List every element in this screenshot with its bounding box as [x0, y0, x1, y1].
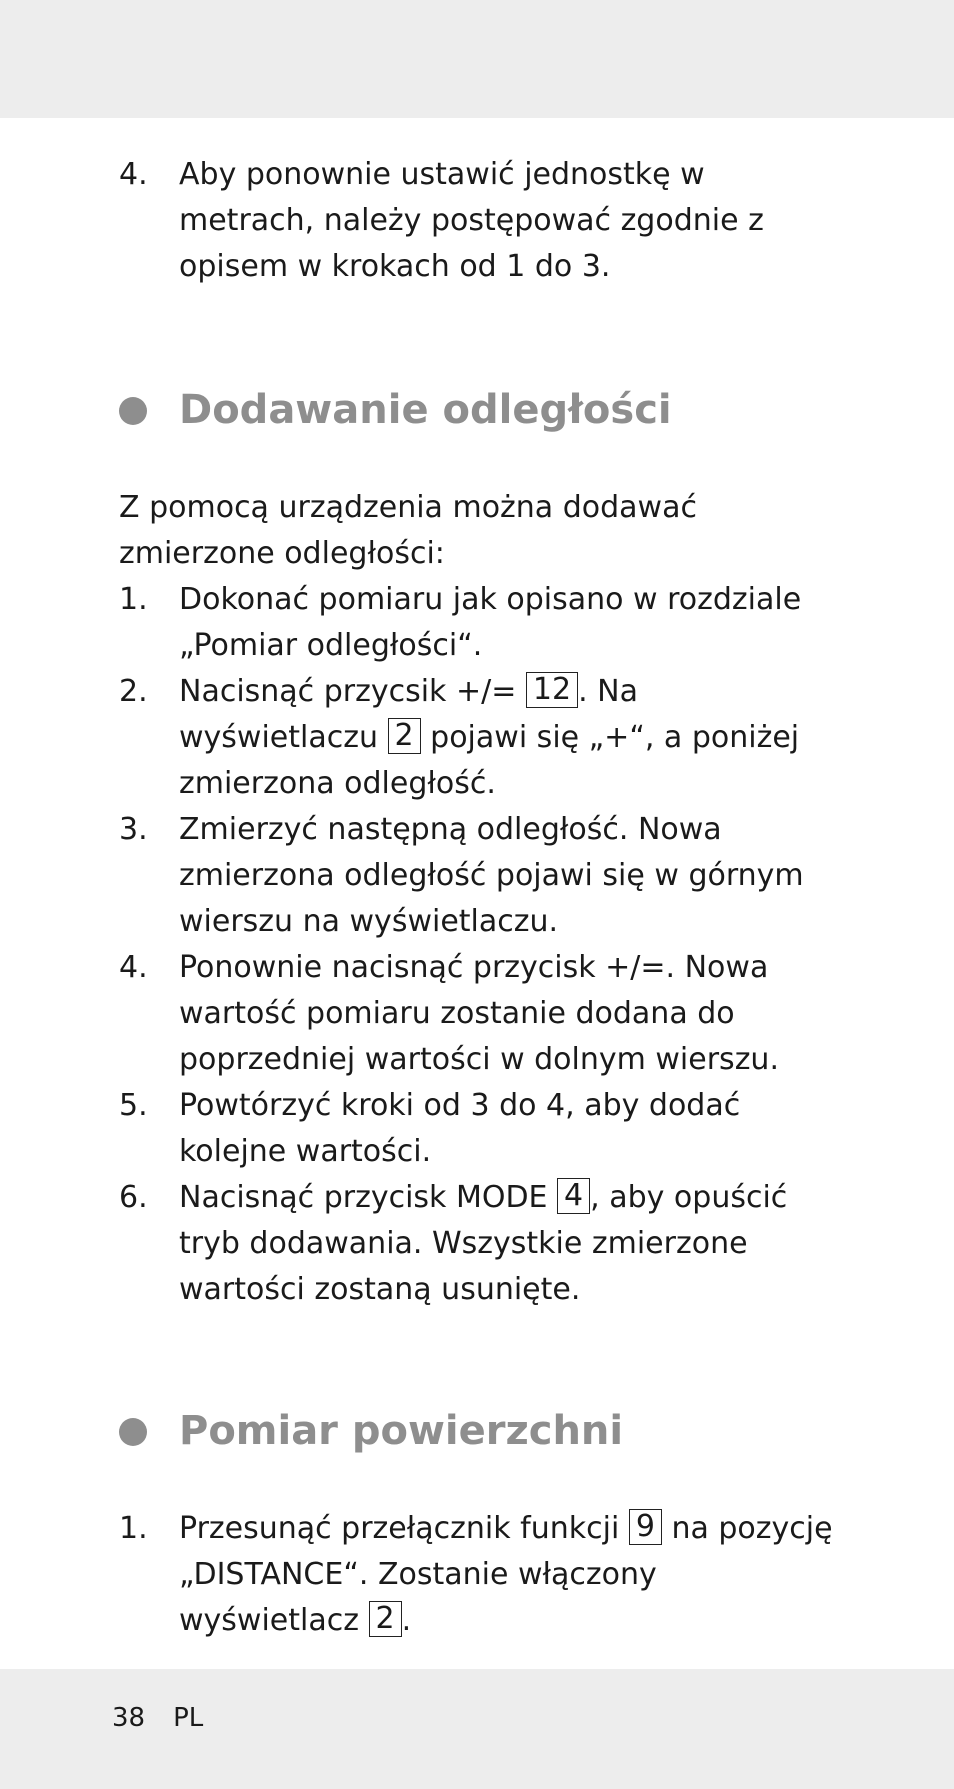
list-item: [119, 1506, 844, 1644]
section-heading-pomiar: [119, 1401, 844, 1461]
step-text-part: pojawi się „+“, a poniżej zmierzona odległość.: [179, 720, 800, 801]
list-item: [119, 577, 844, 669]
step-text: Ponownie nacisnąć przycisk +/=. Nowa wartość pomiaru zostanie dodana do poprzedniej wartości w dolnym wierszu.: [179, 950, 779, 1077]
list-item: [119, 945, 844, 1083]
step-text-part: Nacisnąć przycisk MODE: [179, 1180, 558, 1215]
step-number: 1.: [119, 1511, 148, 1546]
page-number: 38: [112, 1703, 146, 1733]
step-text-part: .: [401, 1603, 412, 1638]
step-text: Dokonać pomiaru jak opisano w rozdziale „Pomiar odległości“.: [179, 582, 802, 663]
step-number: 5.: [119, 1088, 148, 1123]
section-intro: Z pomocą urządzenia można dodawać zmierzone odległości:: [119, 490, 697, 571]
ref-box: 12: [526, 672, 578, 708]
step-text: Aby ponownie ustawić jednostkę w metrach, należy postępować zgodnie z opisem w krokach od 1 do 3.: [179, 157, 764, 284]
step-number: 4.: [119, 950, 148, 985]
bullet-icon: [119, 397, 147, 425]
step-number: 6.: [119, 1180, 148, 1215]
bullet-icon: [119, 1418, 147, 1446]
page-content: [119, 152, 844, 1644]
ref-box: 2: [369, 1601, 402, 1637]
ref-box: 2: [388, 718, 421, 754]
section-heading-dodawanie: [119, 380, 844, 440]
step-text-part: Nacisnąć przycsik +/=: [179, 674, 526, 709]
step-number: 4.: [119, 157, 148, 192]
heading-text: Dodawanie odległości: [179, 387, 672, 433]
step-text-part: , aby opuścić tryb dodawania. Wszystkie zmierzone wartości zostaną usunięte.: [179, 1180, 788, 1307]
ref-box: 4: [557, 1178, 590, 1214]
list-item: [119, 807, 844, 945]
page-footer: [112, 1700, 231, 1736]
step-number: 3.: [119, 812, 148, 847]
prev-step-item: [119, 152, 844, 290]
heading-text: Pomiar powierzchni: [179, 1408, 624, 1454]
step-text-part: na pozycję „DISTANCE“. Zostanie włączony wyświetlacz: [179, 1511, 833, 1638]
step-text: Zmierzyć następną odległość. Nowa zmierzona odległość pojawi się w górnym wierszu na wyświetlaczu.: [179, 812, 804, 939]
list-item: [119, 669, 844, 807]
step-number: 1.: [119, 582, 148, 617]
language-code: PL: [173, 1703, 204, 1733]
step-number: 2.: [119, 674, 148, 709]
list-item: [119, 1175, 844, 1313]
header-band: [0, 0, 954, 118]
ref-box: 9: [629, 1509, 662, 1545]
step-text: Powtórzyć kroki od 3 do 4, aby dodać kolejne wartości.: [179, 1088, 741, 1169]
step-text-part: Przesunąć przełącznik funkcji: [179, 1511, 629, 1546]
step-text-part: . Na wyświetlaczu: [179, 674, 638, 755]
list-item: [119, 1083, 844, 1175]
